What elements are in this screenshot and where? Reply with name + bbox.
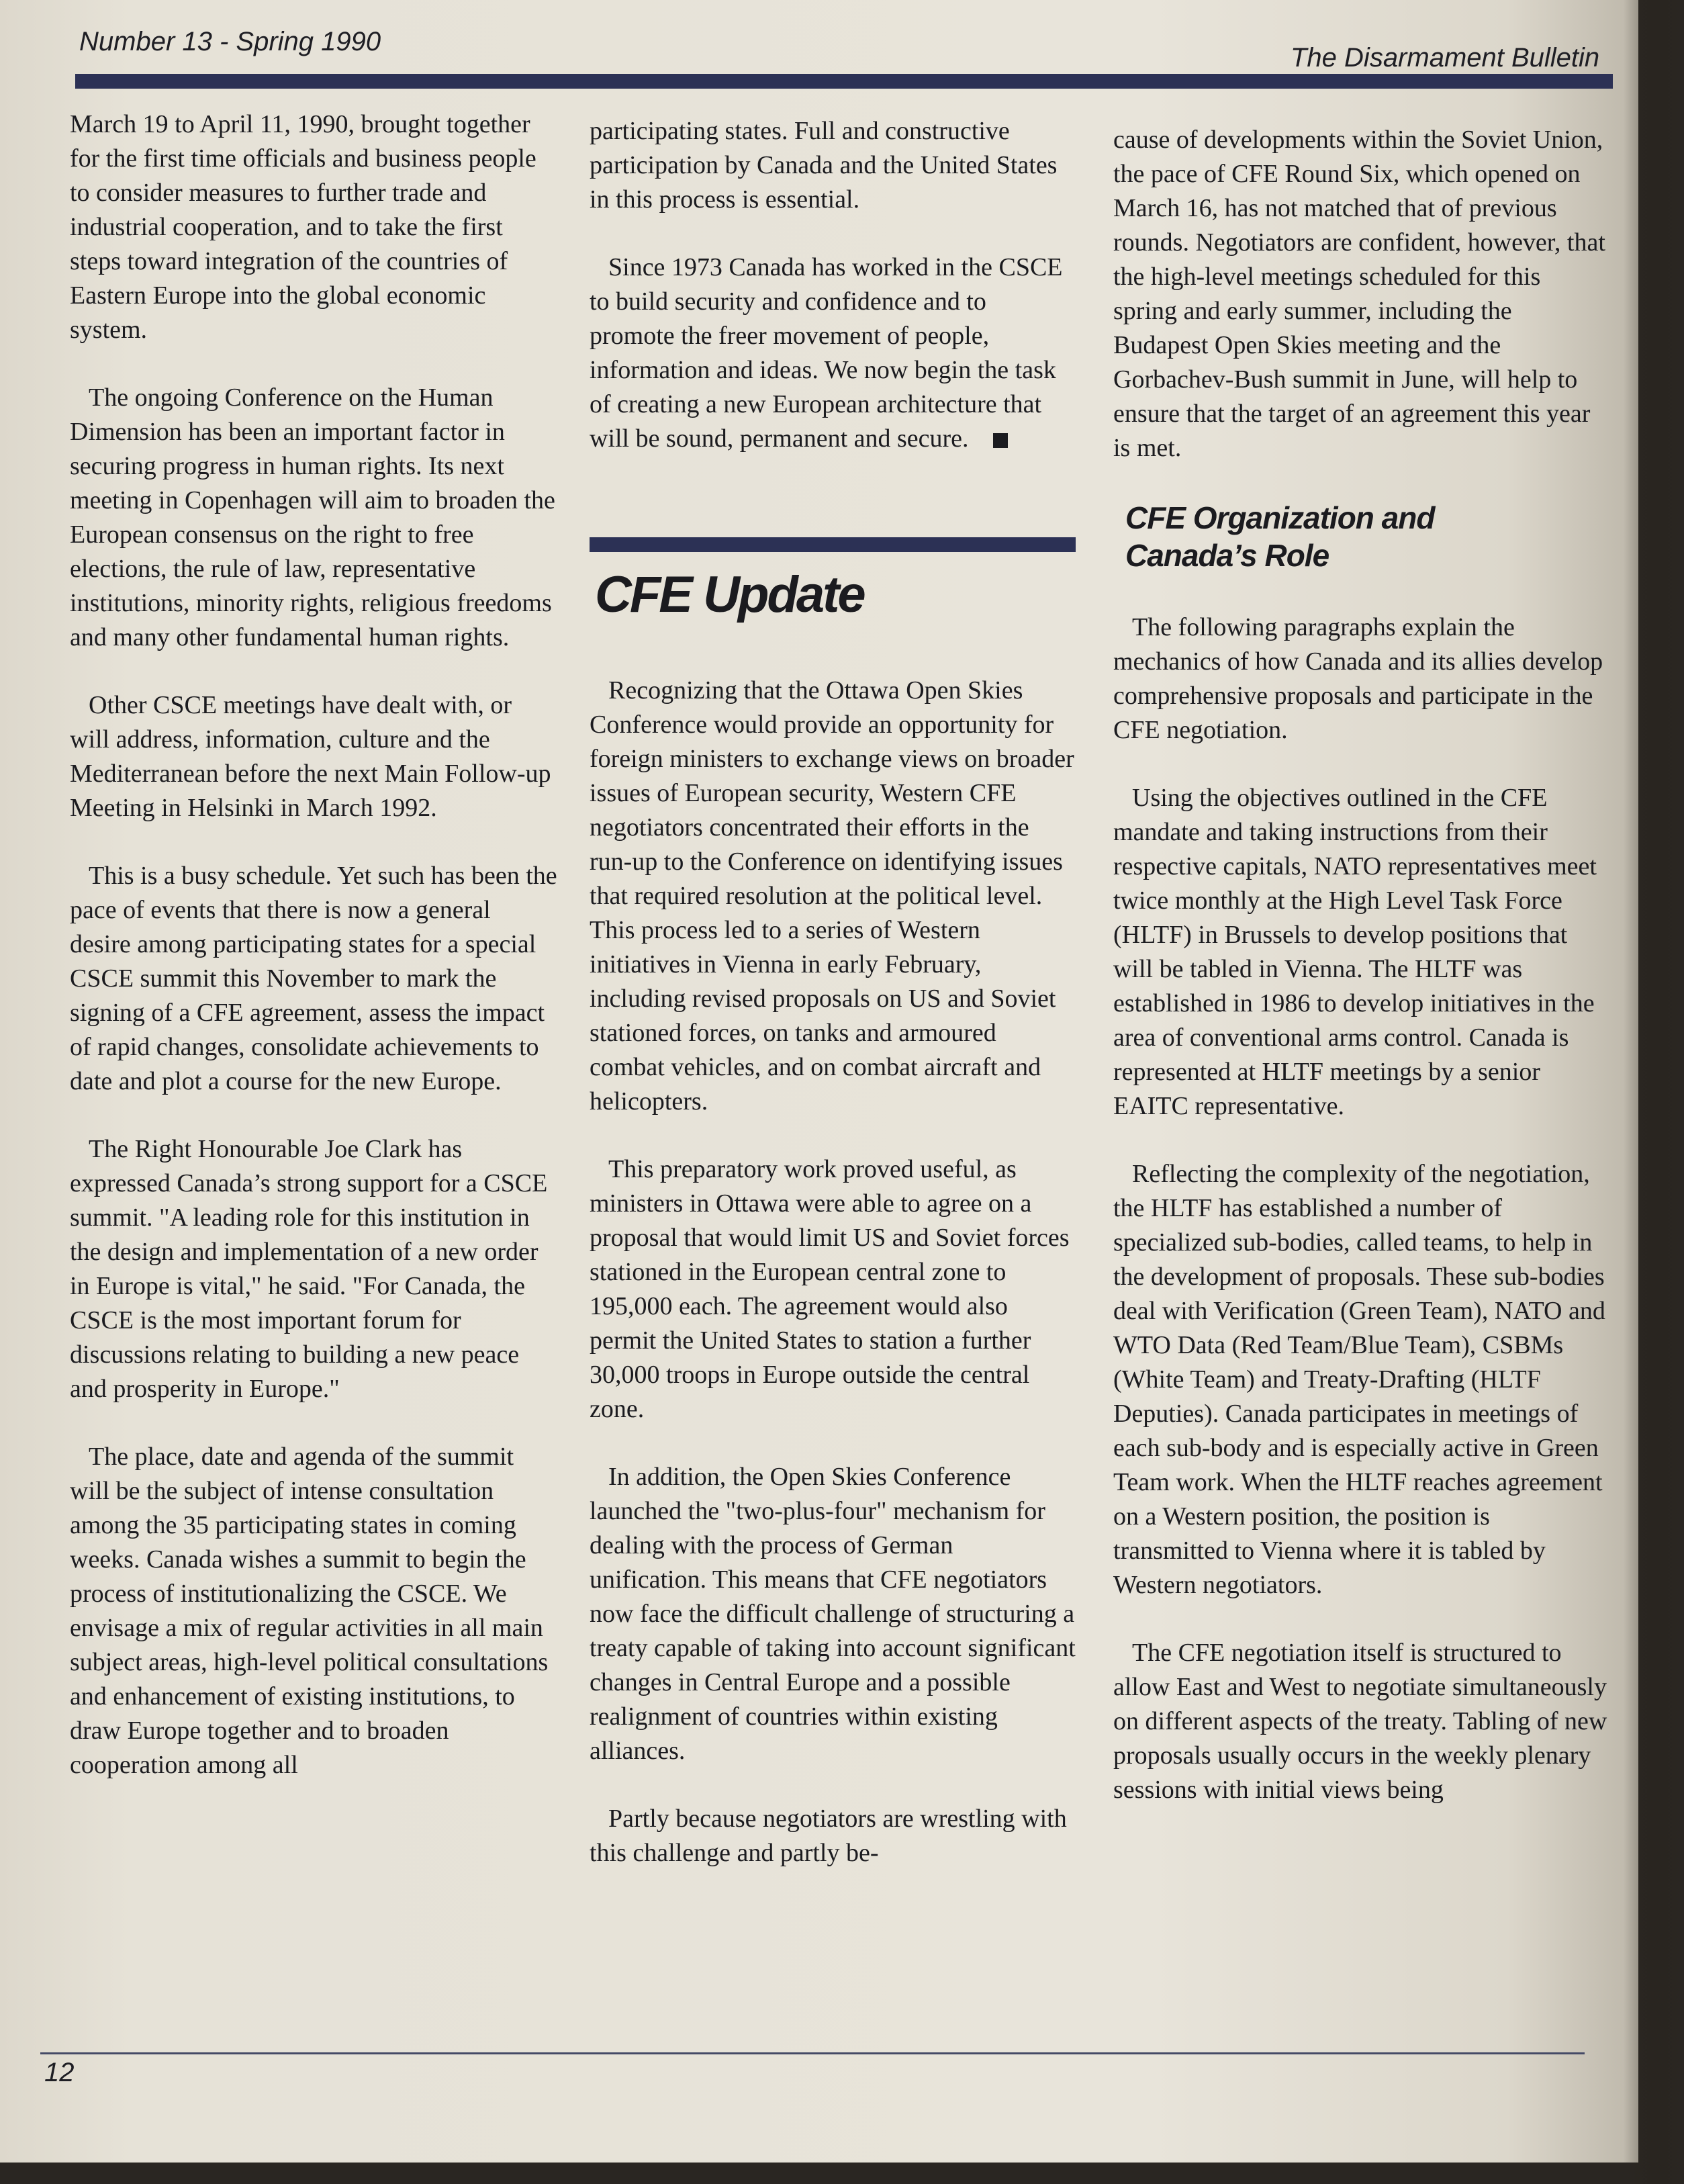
paragraph: This preparatory work proved useful, as ministers in Ottawa were able to agree on a proposal that would limit US and Soviet forces stationed in the European central zone to 195,000 each. The agreement would also permit the United States to station a further 30,000 troops in Europe outside the central zone. — [590, 1155, 1070, 1423]
paragraph: participating states. Full and constructive participation by Canada and the United States in this process is essential. — [590, 117, 1058, 214]
paragraph: Using the objectives outlined in the CFE mandate and taking instructions from their respective capitals, NATO representatives meet twice monthly at the High Level Task Force (HLTF) in Brussels to develop positions that will be tabled in Vienna. The HLTF was established in 1986 to develop initiatives in the area of conventional arms control. Canada is represented at HLTF meetings by a senior EAITC representative. — [1113, 784, 1597, 1120]
paragraph: Reflecting the complexity of the negotiation, the HLTF has established a number of specialized sub-bodies, called teams, to help in the development of proposals. These sub-bodies deal with Verification (Green Team), NATO and WTO Data (Red Team/Blue Team), CSBMs (White Team) and Treaty-Drafting (HLTF Deputies). Canada participates in meetings of each sub-body and is especially active in Green Team work. When the HLTF reaches agreement on a Western position, the position is transmitted to Vienna where it is tabled by Western negotiators. — [1113, 1160, 1605, 1599]
column-1 — [70, 107, 557, 1816]
paragraph: The following paragraphs explain the mechanics of how Canada and its allies develop comprehensive proposals and participate in the CFE negotiation. — [1113, 613, 1603, 744]
paragraph: The ongoing Conference on the Human Dimension has been an important factor in securing progress in human rights. Its next meeting in Copenhagen will aim to broaden the European consensus on the right to free elections, the rule of law, representative institutions, minority rights, religious freedoms and many other fundamental human rights. — [70, 383, 555, 651]
paragraph-text: Since 1973 Canada has worked in the CSCE to build security and confidence and to promote the freer movement of people, information and ideas. We now begin the task of creating a new European architecture that will be sound, permanent and secure. — [590, 253, 1063, 453]
paragraph — [590, 251, 1076, 456]
paragraph: Recognizing that the Ottawa Open Skies Conference would provide an opportunity for foreign ministers to exchange views on broader issues of European security, Western CFE negotiators concentrated their efforts in the run-up to the Conference on identifying issues that required resolution at the political level. This process led to a series of Western initiatives in Vienna in early February, including revised proposals on US and Soviet stationed forces, on tanks and armoured combat vehicles, and on combat aircraft and helicopters. — [590, 676, 1074, 1116]
issue-label: Number 13 - Spring 1990 — [79, 27, 381, 56]
paragraph: cause of developments within the Soviet Union, the pace of CFE Round Six, which opened on March 16, has not matched that of previous rounds. Negotiators are confident, however, that the high-level meetings scheduled for this spring and early summer, including the Budapest Open Skies meeting and the Gorbachev-Bush summit in June, will help to ensure that the target of an agreement this year is met. — [1113, 126, 1605, 462]
column-2 — [590, 114, 1076, 1867]
paragraph: The CFE negotiation itself is structured to allow East and West to negotiate simultaneously on different aspects of the treaty. Tabling of new proposals usually occurs in the weekly plenary sessions with initial views being — [1113, 1639, 1607, 1804]
footer-rule — [40, 2052, 1585, 2054]
cfe-update-body — [590, 674, 1076, 1904]
binding-shadow — [1624, 0, 1684, 2184]
paragraph: This is a busy schedule. Yet such has been the pace of events that there is now a general desire among participating states for a special CSCE summit this November to mark the signing of a CFE agreement, assess the impact of rapid changes, consolidate achievements to date and plot a course for the new Europe. — [70, 862, 557, 1095]
paragraph: In addition, the Open Skies Conference launched the "two-plus-four" mechanism for dealing with the process of German unification. This means that CFE negotiators now face the difficult challenge of structuring a treaty capable of taking into account significant changes in Central Europe and a possible realignment of countries within existing alliances. — [590, 1463, 1076, 1765]
section-title: CFE Update — [595, 566, 864, 623]
paragraph: The place, date and agenda of the summit will be the subject of intense consultation among the 35 participating states in coming weeks. Canada wishes a summit to begin the process of institutionalizing the CSCE. We envisage a mix of regular activities in all main subject areas, high-level political consultations and enhancement of existing institutions, to draw Europe together and to broaden cooperation among all — [70, 1443, 549, 1779]
section-rule — [590, 537, 1076, 552]
paragraph: Partly because negotiators are wrestling with this challenge and partly be- — [590, 1805, 1067, 1867]
paragraph: The Right Honourable Joe Clark has expressed Canada’s strong support for a CSCE summit. "A leading role for this institution in the design and implementation of a new order in Europe is vital," he said. "For Canada, the CSCE is the most important forum for discussions relating to building a new peace and prosperity in Europe." — [70, 1135, 548, 1403]
paragraph: Other CSCE meetings have dealt with, or will address, information, culture and the Mediterranean before the next Main Follow-up Meeting in Helsinki in March 1992. — [70, 691, 551, 822]
end-of-article-marker — [993, 433, 1008, 448]
header-rule — [75, 74, 1613, 89]
column-3 — [1113, 123, 1610, 1841]
sub-heading: CFE Organization and Canada’s Role — [1125, 500, 1435, 573]
page-number: 12 — [44, 2058, 75, 2087]
paragraph: March 19 to April 11, 1990, brought together for the first time officials and business people to consider measures to further trade and industrial cooperation, and to take the first steps toward integration of the countries of Eastern Europe into the global economic system. — [70, 110, 536, 344]
publication-title: The Disarmament Bulletin — [1291, 43, 1600, 73]
